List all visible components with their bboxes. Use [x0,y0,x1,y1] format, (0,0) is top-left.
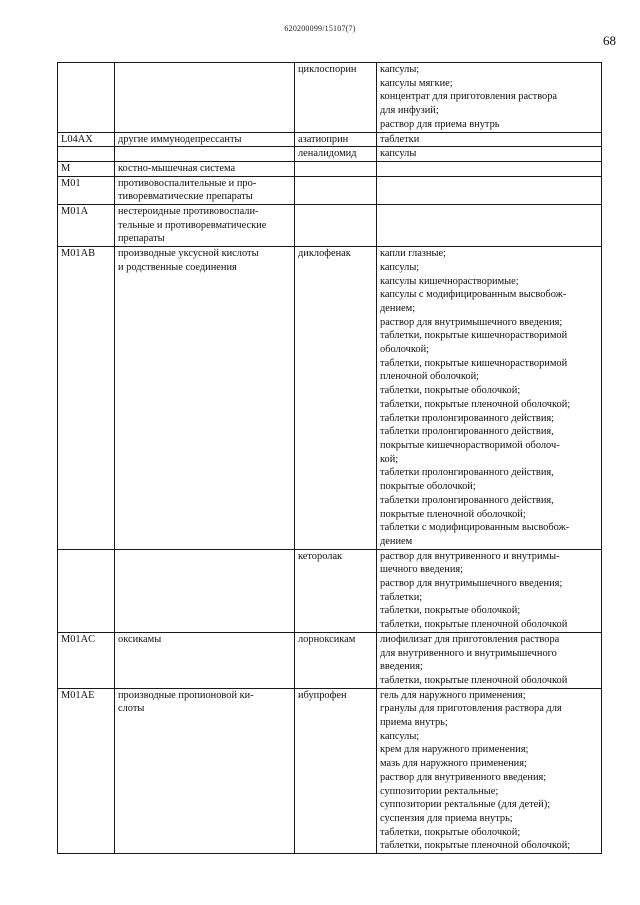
code-cell: L04AX [58,132,115,147]
table-row [58,247,602,549]
substance-cell: кеторолак [295,549,377,632]
code-cell [58,147,115,162]
table-row [58,132,602,147]
forms-cell-line: кой; [380,453,399,465]
forms-cell [377,688,602,853]
code-cell: M01 [58,176,115,204]
group-cell-line: противовоспалительные и про- [118,177,257,189]
group-cell [115,632,295,688]
forms-cell-line: раствор для внутримышечного введения; [380,316,563,328]
group-cell-line: оксикамы [118,633,162,645]
substance-cell: циклоспорин [295,63,377,133]
forms-cell-line: для внутривенного и внутримышечного [380,647,557,659]
table-row [58,147,602,162]
forms-cell-line: лиофилизат для приготовления раствора [380,633,560,645]
substance-cell: леналидомид [295,147,377,162]
group-cell [115,205,295,247]
forms-cell-line: капсулы; [380,261,420,273]
forms-cell-line: капсулы; [380,730,420,742]
group-cell [115,63,295,133]
group-cell [115,161,295,176]
forms-cell-line: пленочной оболочкой; [380,371,480,383]
forms-cell-line: таблетки; [380,591,423,603]
forms-cell-line: покрытые кишечнорастворимой оболоч- [380,439,560,451]
table-row [58,549,602,632]
forms-cell-line: покрытые оболочкой; [380,481,476,493]
forms-cell-line: капсулы кишечнорастворимые; [380,275,519,287]
forms-cell [377,247,602,549]
code-cell [58,549,115,632]
group-cell-line: препараты [118,233,165,245]
forms-cell [377,147,602,162]
group-cell-line: нестероидные противовоспали- [118,206,259,218]
substance-cell [295,161,377,176]
forms-cell-line: крем для наружного применения; [380,744,529,756]
table-row [58,63,602,133]
forms-cell-line: таблетки [380,133,420,145]
forms-cell-line: таблетки с модифицированным высвобож- [380,522,570,534]
forms-cell [377,161,602,176]
forms-cell-line: раствор для приема внутрь [380,118,500,130]
forms-cell-line: капсулы мягкие; [380,77,453,89]
forms-cell [377,132,602,147]
substance-cell: лорноксикам [295,632,377,688]
substance-cell [295,205,377,247]
forms-cell-line: раствор для внутримышечного введения; [380,578,563,590]
group-cell [115,176,295,204]
document-id: 620200099/15107(7) [284,24,356,33]
forms-cell-line: капсулы [380,148,417,160]
forms-cell-line: мазь для наружного применения; [380,758,527,770]
group-cell [115,132,295,147]
forms-cell [377,176,602,204]
code-cell: M01AB [58,247,115,549]
forms-cell-line: суппозитории ректальные (для детей); [380,799,551,811]
forms-cell-line: таблетки пролонгированного действия, [380,467,554,479]
substance-cell: азатиоприн [295,132,377,147]
forms-cell [377,205,602,247]
substance-cell: ибупрофен [295,688,377,853]
forms-cell-line: таблетки, покрытые пленочной оболочкой [380,674,568,686]
forms-cell-line: гранулы для приготовления раствора для [380,703,562,715]
forms-cell-line: таблетки пролонгированного действия, [380,426,554,438]
group-cell-line: другие иммунодепрессанты [118,133,242,145]
forms-cell-line: таблетки, покрытые кишечнорастворимой [380,330,568,342]
forms-cell-line: таблетки, покрытые пленочной оболочкой; [380,398,571,410]
substance-cell [295,176,377,204]
forms-cell-line: капли глазные; [380,248,446,260]
group-cell-line: тиворевматические препараты [118,191,253,203]
table-row [58,205,602,247]
code-cell: M01A [58,205,115,247]
forms-cell-line: таблетки, покрытые оболочкой; [380,826,521,838]
forms-cell-line: раствор для внутривенного и внутримы- [380,550,560,562]
forms-cell-line: таблетки пролонгированного действия; [380,412,555,424]
code-cell [58,63,115,133]
group-cell [115,549,295,632]
forms-cell-line: суппозитории ректальные; [380,785,499,797]
forms-cell-line: капсулы с модифицированным высвобож- [380,289,567,301]
code-cell: M [58,161,115,176]
drug-table [57,62,602,854]
forms-cell-line: таблетки, покрытые пленочной оболочкой; [380,840,571,852]
table-row [58,176,602,204]
forms-cell-line: капсулы; [380,64,420,75]
forms-cell-line: суспензия для приема внутрь; [380,812,513,824]
forms-cell-line: для инфузий; [380,105,439,117]
table-row [58,632,602,688]
forms-cell-line: таблетки пролонгированного действия, [380,494,554,506]
group-cell-line: тельные и противоревматические [118,219,267,231]
table-row [58,161,602,176]
forms-cell-line: раствор для внутривенного введения; [380,771,547,783]
forms-cell-line: таблетки, покрытые кишечнорастворимой [380,357,568,369]
forms-cell-line: таблетки, покрытые оболочкой; [380,605,521,617]
forms-cell-line: дением [380,535,413,547]
group-cell [115,688,295,853]
substance-cell: диклофенак [295,247,377,549]
forms-cell-line: гель для наружного применения; [380,689,526,701]
group-cell-line: производные пропионовой ки- [118,689,254,701]
forms-cell-line: оболочкой; [380,344,430,356]
forms-cell-line: покрытые пленочной оболочкой; [380,508,526,520]
group-cell [115,147,295,162]
group-cell-line: и родственные соединения [118,261,237,273]
code-cell: M01AC [58,632,115,688]
group-cell-line: костно-мышечная система [118,162,236,174]
group-cell-line: слоты [118,703,145,715]
forms-cell-line: введения; [380,661,423,673]
forms-cell-line: таблетки, покрытые пленочной оболочкой [380,619,568,631]
forms-cell-line: концентрат для приготовления раствора [380,91,558,103]
forms-cell [377,63,602,133]
forms-cell-line: шечного введения; [380,564,464,576]
forms-cell-line: дением; [380,302,416,314]
group-cell [115,247,295,549]
code-cell: M01AE [58,688,115,853]
forms-cell [377,632,602,688]
forms-cell-line: таблетки, покрытые оболочкой; [380,385,521,397]
group-cell-line: производные уксусной кислоты [118,248,259,260]
forms-cell-line: приема внутрь; [380,717,448,729]
forms-cell [377,549,602,632]
page-number: 68 [603,33,616,48]
table-row [58,688,602,853]
